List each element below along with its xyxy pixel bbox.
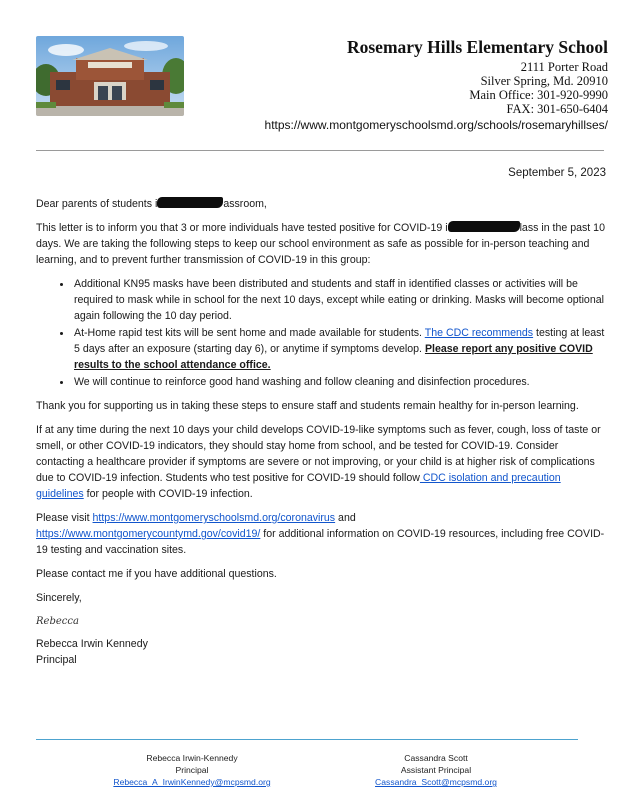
contact-paragraph: Please contact me if you have additional questions. (36, 568, 277, 580)
cdc-recommends-link[interactable]: The CDC recommends (424, 327, 534, 339)
list-item (72, 276, 608, 324)
footer-name: Rebecca Irwin-Kennedy (146, 753, 238, 763)
school-header (265, 36, 608, 132)
fax-number: FAX: 301-650-6404 (506, 102, 608, 116)
symptoms-end: for people with COVID-19 infection. (83, 488, 253, 500)
address-line-1: 2111 Porter Road (520, 60, 608, 74)
handwritten-signature: Rebecca (36, 616, 79, 627)
resources-paragraph (36, 510, 608, 558)
address-line-2: Silver Spring, Md. 20910 (480, 74, 608, 88)
report-positive-notice: Please report any positive COVID results to the school attendance office. (74, 343, 593, 371)
measure-masks: Additional KN95 masks have been distributed and students and staff in identified classes or activities will be required to mask while in school for the next 10 days, except while eating or drinking. Masks will become optional again following the 10 day period. (74, 278, 604, 322)
greeting-end: assroom, (223, 198, 267, 210)
resources-start: Please visit (36, 512, 93, 524)
footer-title: Assistant Principal (400, 765, 472, 775)
footer-title: Principal (175, 765, 209, 775)
greeting-start: Dear parents of students i (36, 198, 158, 210)
footer-name: Cassandra Scott (404, 753, 468, 763)
main-office-phone: Main Office: 301-920-9990 (469, 88, 608, 102)
list-item (72, 374, 608, 390)
intro-paragraph (36, 220, 608, 268)
intro-start: This letter is to inform you that 3 or more individuals have tested positive for COVID-19 i (36, 222, 448, 234)
greeting (36, 196, 608, 212)
thanks-paragraph: Thank you for supporting us in taking these steps to ensure staff and students remain healthy for in-person learning. (36, 400, 579, 412)
resources-and: and (335, 512, 356, 524)
measure-hygiene: We will continue to reinforce good hand washing and follow cleaning and disinfection procedures. (74, 376, 530, 388)
measures-list (36, 276, 608, 390)
list-item (72, 325, 608, 373)
symptoms-paragraph (36, 422, 608, 502)
footer-email-link[interactable]: Rebecca_A_IrwinKennedy@mcpsmd.org (113, 777, 271, 787)
signer-title: Principal (36, 654, 77, 666)
redaction-mark (157, 197, 223, 208)
intro-end: lass in the past 10 days. We are taking the following steps to keep our school environment as safe as possible for in-person teaching and learning, and to prevent further transmission of COVID-19 in this group: (36, 222, 605, 266)
footer-contact-assistant-principal (326, 752, 546, 788)
measure-tests-start: At-Home rapid test kits will be sent home and made available for students. (74, 327, 425, 339)
mcps-coronavirus-link[interactable]: https://www.montgomeryschoolsmd.org/coronavirus (92, 512, 336, 524)
resources-end: for additional information on COVID-19 resources, including free COVID-19 testing and vaccination sites. (36, 528, 605, 556)
school-name: Rosemary Hills Elementary School (346, 37, 608, 57)
school-url: https://www.montgomeryschoolsmd.org/schools/rosemaryhillses/ (264, 118, 608, 132)
measure-tests-middle: testing at least 5 days after an exposure (starting day 6), or anytime if symptoms develop. (74, 327, 605, 355)
footer-email-link[interactable]: Cassandra_Scott@mcpsmd.org (375, 777, 497, 787)
header-divider (36, 150, 604, 151)
school-building-image (36, 36, 184, 116)
signer-name: Rebecca Irwin Kennedy (36, 638, 148, 650)
school-building-photo (36, 36, 184, 116)
county-covid19-link[interactable]: https://www.montgomerycountymd.gov/covid19/ (36, 528, 261, 540)
footer-contact-principal (82, 752, 302, 788)
cdc-isolation-link[interactable]: CDC isolation and precaution guidelines (36, 472, 561, 500)
redaction-mark (448, 221, 520, 232)
closing: Sincerely, (36, 592, 82, 604)
symptoms-text: If at any time during the next 10 days your child develops COVID-19-like symptoms such as fever, cough, loss of taste or smell, or other COVID-19 indicators, they should stay home from school, and be tested for COVID-19. Consider contacting a healthcare provider if symptoms are severe or not improving, or your child is at higher risk of complications due to COVID-19 infection. Students who test positive for COVID-19 should follow (36, 424, 601, 484)
footer-divider (36, 739, 578, 740)
letter-date: September 5, 2023 (508, 167, 606, 179)
letter-body (36, 196, 608, 668)
